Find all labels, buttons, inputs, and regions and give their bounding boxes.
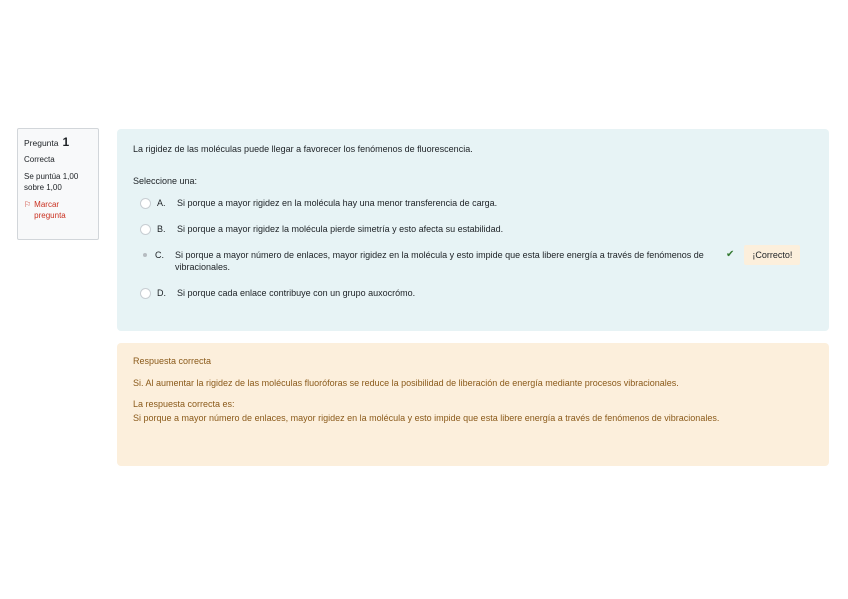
flag-question-link[interactable] [24, 199, 92, 221]
answer-letter: B. [157, 224, 166, 234]
answer-feedback: ¡Correcto! [744, 245, 800, 265]
question-formulation [117, 129, 829, 331]
answer-radio-c[interactable] [140, 250, 149, 259]
answer-radio-b[interactable] [140, 224, 151, 235]
answer-option-c[interactable] [133, 249, 813, 273]
outcome-explanation: Si. Al aumentar la rigidez de las moléculas fluoróforas se reduce la posibilidad de liberación de energía mediante procesos vibracionales. [133, 378, 679, 388]
question-number [24, 137, 92, 149]
question-info [17, 128, 99, 240]
question-grade: Se puntúa 1,00 sobre 1,00 [24, 172, 79, 192]
answer-radio-a[interactable] [140, 198, 151, 209]
answer-text: Si porque a mayor rigidez la molécula pierde simetría y esto afecta su estabilidad. [177, 224, 504, 234]
question-label: Pregunta [24, 138, 59, 148]
correct-check-icon: ✔ [726, 249, 735, 260]
question-number-value: 1 [62, 135, 70, 149]
answer-letter: A. [157, 198, 166, 208]
question-state: Correcta [24, 155, 55, 164]
answer-text: Si porque cada enlace contribuye con un grupo auxocrómo. [177, 288, 416, 298]
flag-icon[interactable]: ⚐ [24, 200, 32, 209]
question-outcome [117, 343, 829, 466]
correct-answer-text: Si porque a mayor número de enlaces, mayor rigidez en la molécula y esto impide que esta libere energía a través de fenómenos de vibracionales. [133, 413, 720, 423]
question-text: La rigidez de las moléculas puede llegar a favorecer los fenómenos de fluorescencia. [133, 144, 473, 154]
answer-text: Si porque a mayor número de enlaces, mayor rigidez en la molécula y esto impide que esta libere energía a través de fenómenos de vibracionales. [175, 250, 704, 272]
answer-text: Si porque a mayor rigidez en la molécula hay una menor transferencia de carga. [177, 198, 498, 208]
answer-list [133, 197, 813, 299]
flag-question-label[interactable]: Marcar pregunta [34, 200, 66, 220]
answer-letter: C. [155, 250, 164, 260]
answer-prompt: Seleccione una: [133, 176, 198, 186]
correct-answer-label: La respuesta correcta es: [133, 399, 235, 409]
answer-letter: D. [157, 288, 166, 298]
answer-option-a[interactable] [133, 197, 813, 209]
answer-option-b[interactable] [133, 223, 813, 235]
outcome-heading: Respuesta correcta [133, 356, 212, 366]
answer-option-d[interactable] [133, 287, 813, 299]
answer-radio-d[interactable] [140, 288, 151, 299]
